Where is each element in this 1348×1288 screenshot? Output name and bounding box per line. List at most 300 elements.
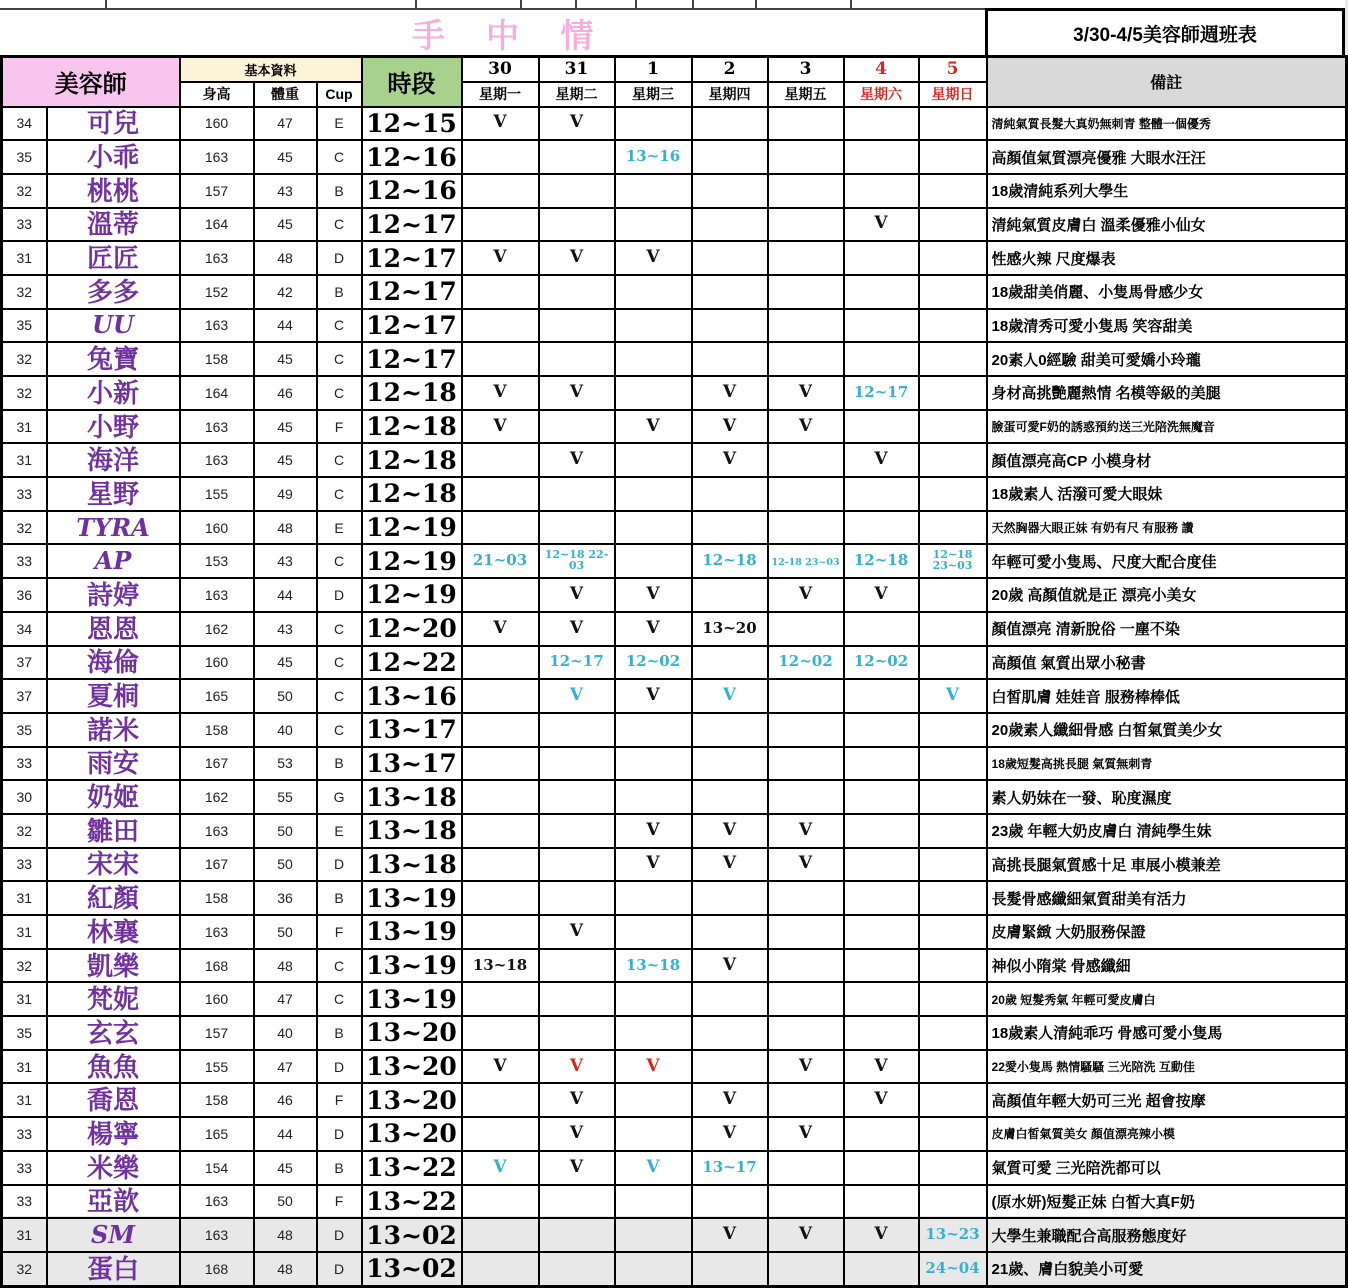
weight-cell: 45: [254, 646, 317, 680]
day-cell: [615, 376, 692, 410]
slot-cell: 12~17: [362, 309, 462, 343]
day-cell: [768, 1117, 844, 1151]
shift-check-mark: V: [646, 1156, 660, 1177]
day-cell: [919, 1151, 987, 1185]
day-cell: [768, 410, 844, 444]
day-cell: [692, 140, 768, 174]
day-cell: [692, 1185, 768, 1219]
day-cell: [539, 1252, 615, 1286]
day-cell: [539, 174, 615, 208]
cup-cell: D: [317, 241, 362, 275]
remark-cell: 清純氣質長髮大真奶無刺青 整體一個優秀: [987, 107, 1347, 141]
cup-cell: C: [317, 443, 362, 477]
cup-cell: E: [317, 814, 362, 848]
shift-check-mark: V: [493, 247, 507, 268]
slot-cell: 12~16: [362, 140, 462, 174]
day-cell: [844, 410, 919, 444]
weight-cell: 43: [254, 174, 317, 208]
shift-check-mark: V: [722, 853, 737, 874]
day-cell: [615, 848, 692, 882]
day-cell: [844, 1151, 919, 1185]
day-cell: [462, 814, 539, 848]
day-cell: [768, 848, 844, 882]
day-cell: [462, 1252, 539, 1286]
day-cell: [768, 578, 844, 612]
day-cell: [615, 208, 692, 242]
day-cell: [692, 982, 768, 1016]
slot-cell: 13~19: [362, 982, 462, 1016]
age-cell: 32: [2, 275, 47, 309]
remark-cell: 21歲、膚白貌美小可愛: [987, 1252, 1347, 1286]
height-cell: 168: [180, 949, 254, 983]
table-row: [2, 612, 1347, 646]
weight-header: 體重: [254, 82, 317, 107]
shift-check-mark: V: [722, 819, 737, 840]
day-cell: [919, 881, 987, 915]
day-cell: [615, 1050, 692, 1084]
day-cell: [768, 1016, 844, 1050]
day-cell: [615, 241, 692, 275]
day-cell: [539, 780, 615, 814]
day-cell: [844, 814, 919, 848]
height-cell: 158: [180, 713, 254, 747]
day-cell: [919, 747, 987, 781]
day-cell: [919, 915, 987, 949]
day-cell: [844, 780, 919, 814]
shift-check-mark: V: [798, 1122, 813, 1143]
slot-cell: 12~17: [362, 241, 462, 275]
table-row: [2, 107, 1347, 141]
weight-cell: 53: [254, 747, 317, 781]
day-cell: [692, 174, 768, 208]
table-row: [2, 544, 1347, 578]
day-cell: [768, 376, 844, 410]
shift-check-mark: V: [722, 1089, 737, 1110]
day-cell: [768, 1151, 844, 1185]
cup-cell: D: [317, 1050, 362, 1084]
day-cell: [615, 713, 692, 747]
cup-cell: F: [317, 1083, 362, 1117]
weight-cell: 48: [254, 1218, 317, 1252]
day-cell: [615, 544, 692, 578]
weight-cell: 45: [254, 208, 317, 242]
age-cell: 31: [2, 1218, 47, 1252]
weight-cell: 36: [254, 881, 317, 915]
height-cell: 163: [180, 578, 254, 612]
height-cell: 163: [180, 1218, 254, 1252]
day-cell: [768, 342, 844, 376]
day-cell: [768, 982, 844, 1016]
slot-cell: 12~22: [362, 646, 462, 680]
table-row: [2, 646, 1347, 680]
weekday-wed: 星期三: [615, 82, 692, 107]
shift-check-mark: V: [569, 1156, 584, 1177]
weight-cell: 47: [254, 982, 317, 1016]
shift-check-mark: V: [493, 415, 507, 436]
remark-cell: 白皙肌膚 娃娃音 服務棒棒低: [987, 679, 1347, 713]
table-row: [2, 309, 1347, 343]
day-cell: [844, 1218, 919, 1252]
day-cell: [919, 982, 987, 1016]
shift-check-mark: V: [646, 1055, 660, 1076]
remark-cell: 皮膚白皙氣質美女 顏值漂亮辣小模: [987, 1117, 1347, 1151]
shift-check-mark: V: [722, 954, 737, 975]
shift-check-mark: V: [569, 247, 584, 268]
day-cell: [462, 107, 539, 141]
day-cell: [539, 814, 615, 848]
day-cell: [919, 679, 987, 713]
day-cell: [539, 915, 615, 949]
day-cell: [768, 1083, 844, 1117]
weight-cell: 50: [254, 814, 317, 848]
day-cell: [539, 309, 615, 343]
height-cell: 164: [180, 376, 254, 410]
height-cell: 158: [180, 342, 254, 376]
height-cell: 163: [180, 443, 254, 477]
day-cell: [692, 376, 768, 410]
cup-cell: C: [317, 679, 362, 713]
shift-check-mark: V: [569, 112, 584, 133]
shift-check-mark: V: [798, 415, 813, 436]
day-cell: [539, 646, 615, 680]
remark-cell: 高挑長腿氣質感十足 車展小模兼差: [987, 848, 1347, 882]
height-cell: 163: [180, 915, 254, 949]
day-cell: [462, 410, 539, 444]
table-row: [2, 477, 1347, 511]
day-cell: [919, 511, 987, 545]
day-cell: [844, 881, 919, 915]
cup-cell: C: [317, 309, 362, 343]
beautician-header: 美容師: [2, 57, 180, 107]
height-cell: 160: [180, 982, 254, 1016]
table-row: [2, 1218, 1347, 1252]
height-cell: 157: [180, 1016, 254, 1050]
cup-cell: B: [317, 1151, 362, 1185]
slot-cell: 12~18: [362, 376, 462, 410]
day-cell: [462, 982, 539, 1016]
day-cell: [692, 544, 768, 578]
age-cell: 37: [2, 646, 47, 680]
day-cell: [462, 949, 539, 983]
remark-cell: 20歲素人纖細骨感 白皙氣質美少女: [987, 713, 1347, 747]
day-cell: [844, 140, 919, 174]
day-cell: [615, 511, 692, 545]
slot-cell: 12~17: [362, 275, 462, 309]
weight-cell: 45: [254, 342, 317, 376]
weight-cell: 40: [254, 713, 317, 747]
day-cell: [539, 1083, 615, 1117]
age-cell: 33: [2, 1117, 47, 1151]
remark-cell: 22愛小隻馬 熱情騷騷 三光陪洗 互動佳: [987, 1050, 1347, 1084]
slot-cell: 12~16: [362, 174, 462, 208]
day-cell: [539, 477, 615, 511]
day-cell: [768, 511, 844, 545]
day-cell: [615, 949, 692, 983]
weight-cell: 55: [254, 780, 317, 814]
weekday-thu: 星期四: [692, 82, 768, 107]
time-slot-header: 時段: [362, 57, 462, 107]
day-cell: [844, 511, 919, 545]
name-cell: SM: [47, 1218, 180, 1252]
name-cell: 可兒: [47, 107, 180, 141]
day-cell: [844, 1185, 919, 1219]
table-row: [2, 780, 1347, 814]
slot-cell: 13~20: [362, 1117, 462, 1151]
day-cell: [615, 881, 692, 915]
day-cell: [615, 174, 692, 208]
day-date-sat: 4: [844, 57, 919, 82]
cup-cell: G: [317, 780, 362, 814]
day-cell: [919, 814, 987, 848]
weight-cell: 50: [254, 915, 317, 949]
weight-cell: 46: [254, 376, 317, 410]
day-cell: [768, 713, 844, 747]
age-cell: 31: [2, 915, 47, 949]
day-cell: [768, 1218, 844, 1252]
name-cell: 兔寶: [47, 342, 180, 376]
shift-check-mark: V: [646, 583, 660, 604]
name-cell: 夏桐: [47, 679, 180, 713]
height-cell: 160: [180, 107, 254, 141]
day-date-sun: 5: [919, 57, 987, 82]
day-cell: [615, 107, 692, 141]
day-date-mon: 30: [462, 57, 539, 82]
slot-cell: 12~19: [362, 544, 462, 578]
slot-cell: 13~19: [362, 949, 462, 983]
age-cell: 31: [2, 241, 47, 275]
day-date-thu: 2: [692, 57, 768, 82]
day-cell: [919, 477, 987, 511]
height-cell: 160: [180, 646, 254, 680]
day-cell: [692, 511, 768, 545]
day-cell: [919, 410, 987, 444]
day-cell: [615, 814, 692, 848]
shift-time-mark: 21~03: [472, 551, 528, 570]
age-cell: 31: [2, 410, 47, 444]
day-cell: [539, 208, 615, 242]
weekday-fri: 星期五: [768, 82, 844, 107]
height-cell: 162: [180, 612, 254, 646]
day-cell: [844, 747, 919, 781]
shift-time-mark: 13~17: [702, 1157, 757, 1176]
schedule-table-body: [2, 107, 1347, 1287]
remark-cell: 年輕可愛小隻馬、尺度大配合度佳: [987, 544, 1347, 578]
table-row: [2, 1185, 1347, 1219]
cup-cell: B: [317, 174, 362, 208]
remark-cell: 18歲素人 活潑可愛大眼妹: [987, 477, 1347, 511]
day-cell: [462, 578, 539, 612]
slot-cell: 13~22: [362, 1185, 462, 1219]
name-cell: 海洋: [47, 443, 180, 477]
day-cell: [615, 342, 692, 376]
day-cell: [539, 511, 615, 545]
cup-cell: F: [317, 410, 362, 444]
table-row: [2, 949, 1347, 983]
remark-cell: 18歲短髮高挑長腿 氣質無刺青: [987, 747, 1347, 781]
cup-cell: B: [317, 881, 362, 915]
height-cell: 155: [180, 1050, 254, 1084]
age-cell: 31: [2, 1083, 47, 1117]
day-cell: [692, 780, 768, 814]
age-cell: 31: [2, 881, 47, 915]
shift-check-mark: V: [798, 381, 813, 402]
day-cell: [692, 410, 768, 444]
day-cell: [462, 646, 539, 680]
weight-cell: 48: [254, 241, 317, 275]
height-cell: 165: [180, 679, 254, 713]
remark-cell: 18歲素人清純乖巧 骨感可愛小隻馬: [987, 1016, 1347, 1050]
slot-cell: 13~20: [362, 1016, 462, 1050]
shift-check-mark: V: [646, 617, 660, 638]
height-header: 身高: [180, 82, 254, 107]
cup-cell: C: [317, 208, 362, 242]
day-cell: [844, 208, 919, 242]
remark-cell: 皮膚緊緻 大奶服務保證: [987, 915, 1347, 949]
day-cell: [462, 848, 539, 882]
table-row: [2, 410, 1347, 444]
weight-cell: 44: [254, 1117, 317, 1151]
slot-cell: 13~22: [362, 1151, 462, 1185]
day-cell: [844, 477, 919, 511]
table-row: [2, 814, 1347, 848]
remark-cell: 素人奶妹在一發、恥度濕度: [987, 780, 1347, 814]
table-row: [2, 241, 1347, 275]
slot-cell: 12~17: [362, 208, 462, 242]
shift-time-mark: 12~18 23~03: [932, 547, 973, 573]
day-cell: [692, 241, 768, 275]
remark-cell: 23歲 年輕大奶皮膚白 清純學生妹: [987, 814, 1347, 848]
height-cell: 163: [180, 140, 254, 174]
table-row: [2, 376, 1347, 410]
cup-cell: E: [317, 107, 362, 141]
day-cell: [539, 1117, 615, 1151]
table-row: [2, 1151, 1347, 1185]
slot-cell: 12~17: [362, 342, 462, 376]
day-cell: [919, 1252, 987, 1286]
shift-check-mark: V: [874, 1224, 888, 1245]
table-row: [2, 747, 1347, 781]
name-cell: 梵妮: [47, 982, 180, 1016]
weight-cell: 45: [254, 1151, 317, 1185]
day-cell: [919, 544, 987, 578]
cup-cell: F: [317, 915, 362, 949]
table-row: [2, 443, 1347, 477]
remark-cell: 長髮骨感纖細氣質甜美有活力: [987, 881, 1347, 915]
day-cell: [615, 747, 692, 781]
cup-cell: D: [317, 1218, 362, 1252]
slot-cell: 13~02: [362, 1252, 462, 1286]
name-cell: 桃桃: [47, 174, 180, 208]
day-cell: [919, 1185, 987, 1219]
shift-time-mark: 12~18: [853, 551, 909, 570]
name-cell: 小野: [47, 410, 180, 444]
day-cell: [615, 1252, 692, 1286]
day-cell: [919, 309, 987, 343]
day-cell: [615, 915, 692, 949]
day-cell: [919, 241, 987, 275]
age-cell: 31: [2, 1050, 47, 1084]
weight-cell: 47: [254, 107, 317, 141]
name-cell: 紅顏: [47, 881, 180, 915]
day-cell: [615, 1016, 692, 1050]
day-cell: [692, 309, 768, 343]
shift-time-mark: 12~02: [625, 652, 681, 671]
slot-cell: 12~18: [362, 477, 462, 511]
age-cell: 34: [2, 107, 47, 141]
day-cell: [615, 982, 692, 1016]
table-row: [2, 578, 1347, 612]
name-cell: 蛋白: [47, 1252, 180, 1286]
day-cell: [768, 174, 844, 208]
cup-cell: C: [317, 376, 362, 410]
day-cell: [615, 578, 692, 612]
day-cell: [615, 612, 692, 646]
name-cell: 凱樂: [47, 949, 180, 983]
height-cell: 168: [180, 1252, 254, 1286]
age-cell: 33: [2, 747, 47, 781]
age-cell: 31: [2, 443, 47, 477]
age-cell: 35: [2, 140, 47, 174]
day-cell: [768, 881, 844, 915]
cup-cell: B: [317, 275, 362, 309]
day-date-tue: 31: [539, 57, 615, 82]
height-cell: 152: [180, 275, 254, 309]
day-cell: [768, 747, 844, 781]
day-cell: [462, 679, 539, 713]
weight-cell: 48: [254, 949, 317, 983]
height-cell: 163: [180, 309, 254, 343]
shift-check-mark: V: [493, 112, 507, 133]
weight-cell: 43: [254, 612, 317, 646]
day-cell: [844, 679, 919, 713]
weight-cell: 47: [254, 1050, 317, 1084]
name-cell: 米樂: [47, 1151, 180, 1185]
day-cell: [462, 376, 539, 410]
day-cell: [692, 342, 768, 376]
day-cell: [462, 443, 539, 477]
day-cell: [919, 578, 987, 612]
day-cell: [462, 612, 539, 646]
weekday-mon: 星期一: [462, 82, 539, 107]
height-cell: 167: [180, 848, 254, 882]
age-cell: 33: [2, 544, 47, 578]
day-cell: [768, 208, 844, 242]
slot-cell: 13~16: [362, 679, 462, 713]
day-cell: [919, 1218, 987, 1252]
table-row: [2, 511, 1347, 545]
day-cell: [462, 174, 539, 208]
day-cell: [844, 342, 919, 376]
shift-check-mark: V: [646, 819, 660, 840]
shift-time-mark: 13~23: [925, 1225, 980, 1244]
day-cell: [692, 646, 768, 680]
name-cell: 奶姬: [47, 780, 180, 814]
height-cell: 162: [180, 780, 254, 814]
slot-cell: 13~19: [362, 881, 462, 915]
name-cell: 星野: [47, 477, 180, 511]
day-cell: [844, 1050, 919, 1084]
height-cell: 164: [180, 208, 254, 242]
name-cell: 小乖: [47, 140, 180, 174]
weight-cell: 50: [254, 848, 317, 882]
day-cell: [462, 1016, 539, 1050]
day-cell: [539, 679, 615, 713]
day-cell: [462, 511, 539, 545]
day-cell: [692, 881, 768, 915]
name-cell: 多多: [47, 275, 180, 309]
page-title: 手 中 情: [412, 17, 610, 54]
day-cell: [462, 713, 539, 747]
